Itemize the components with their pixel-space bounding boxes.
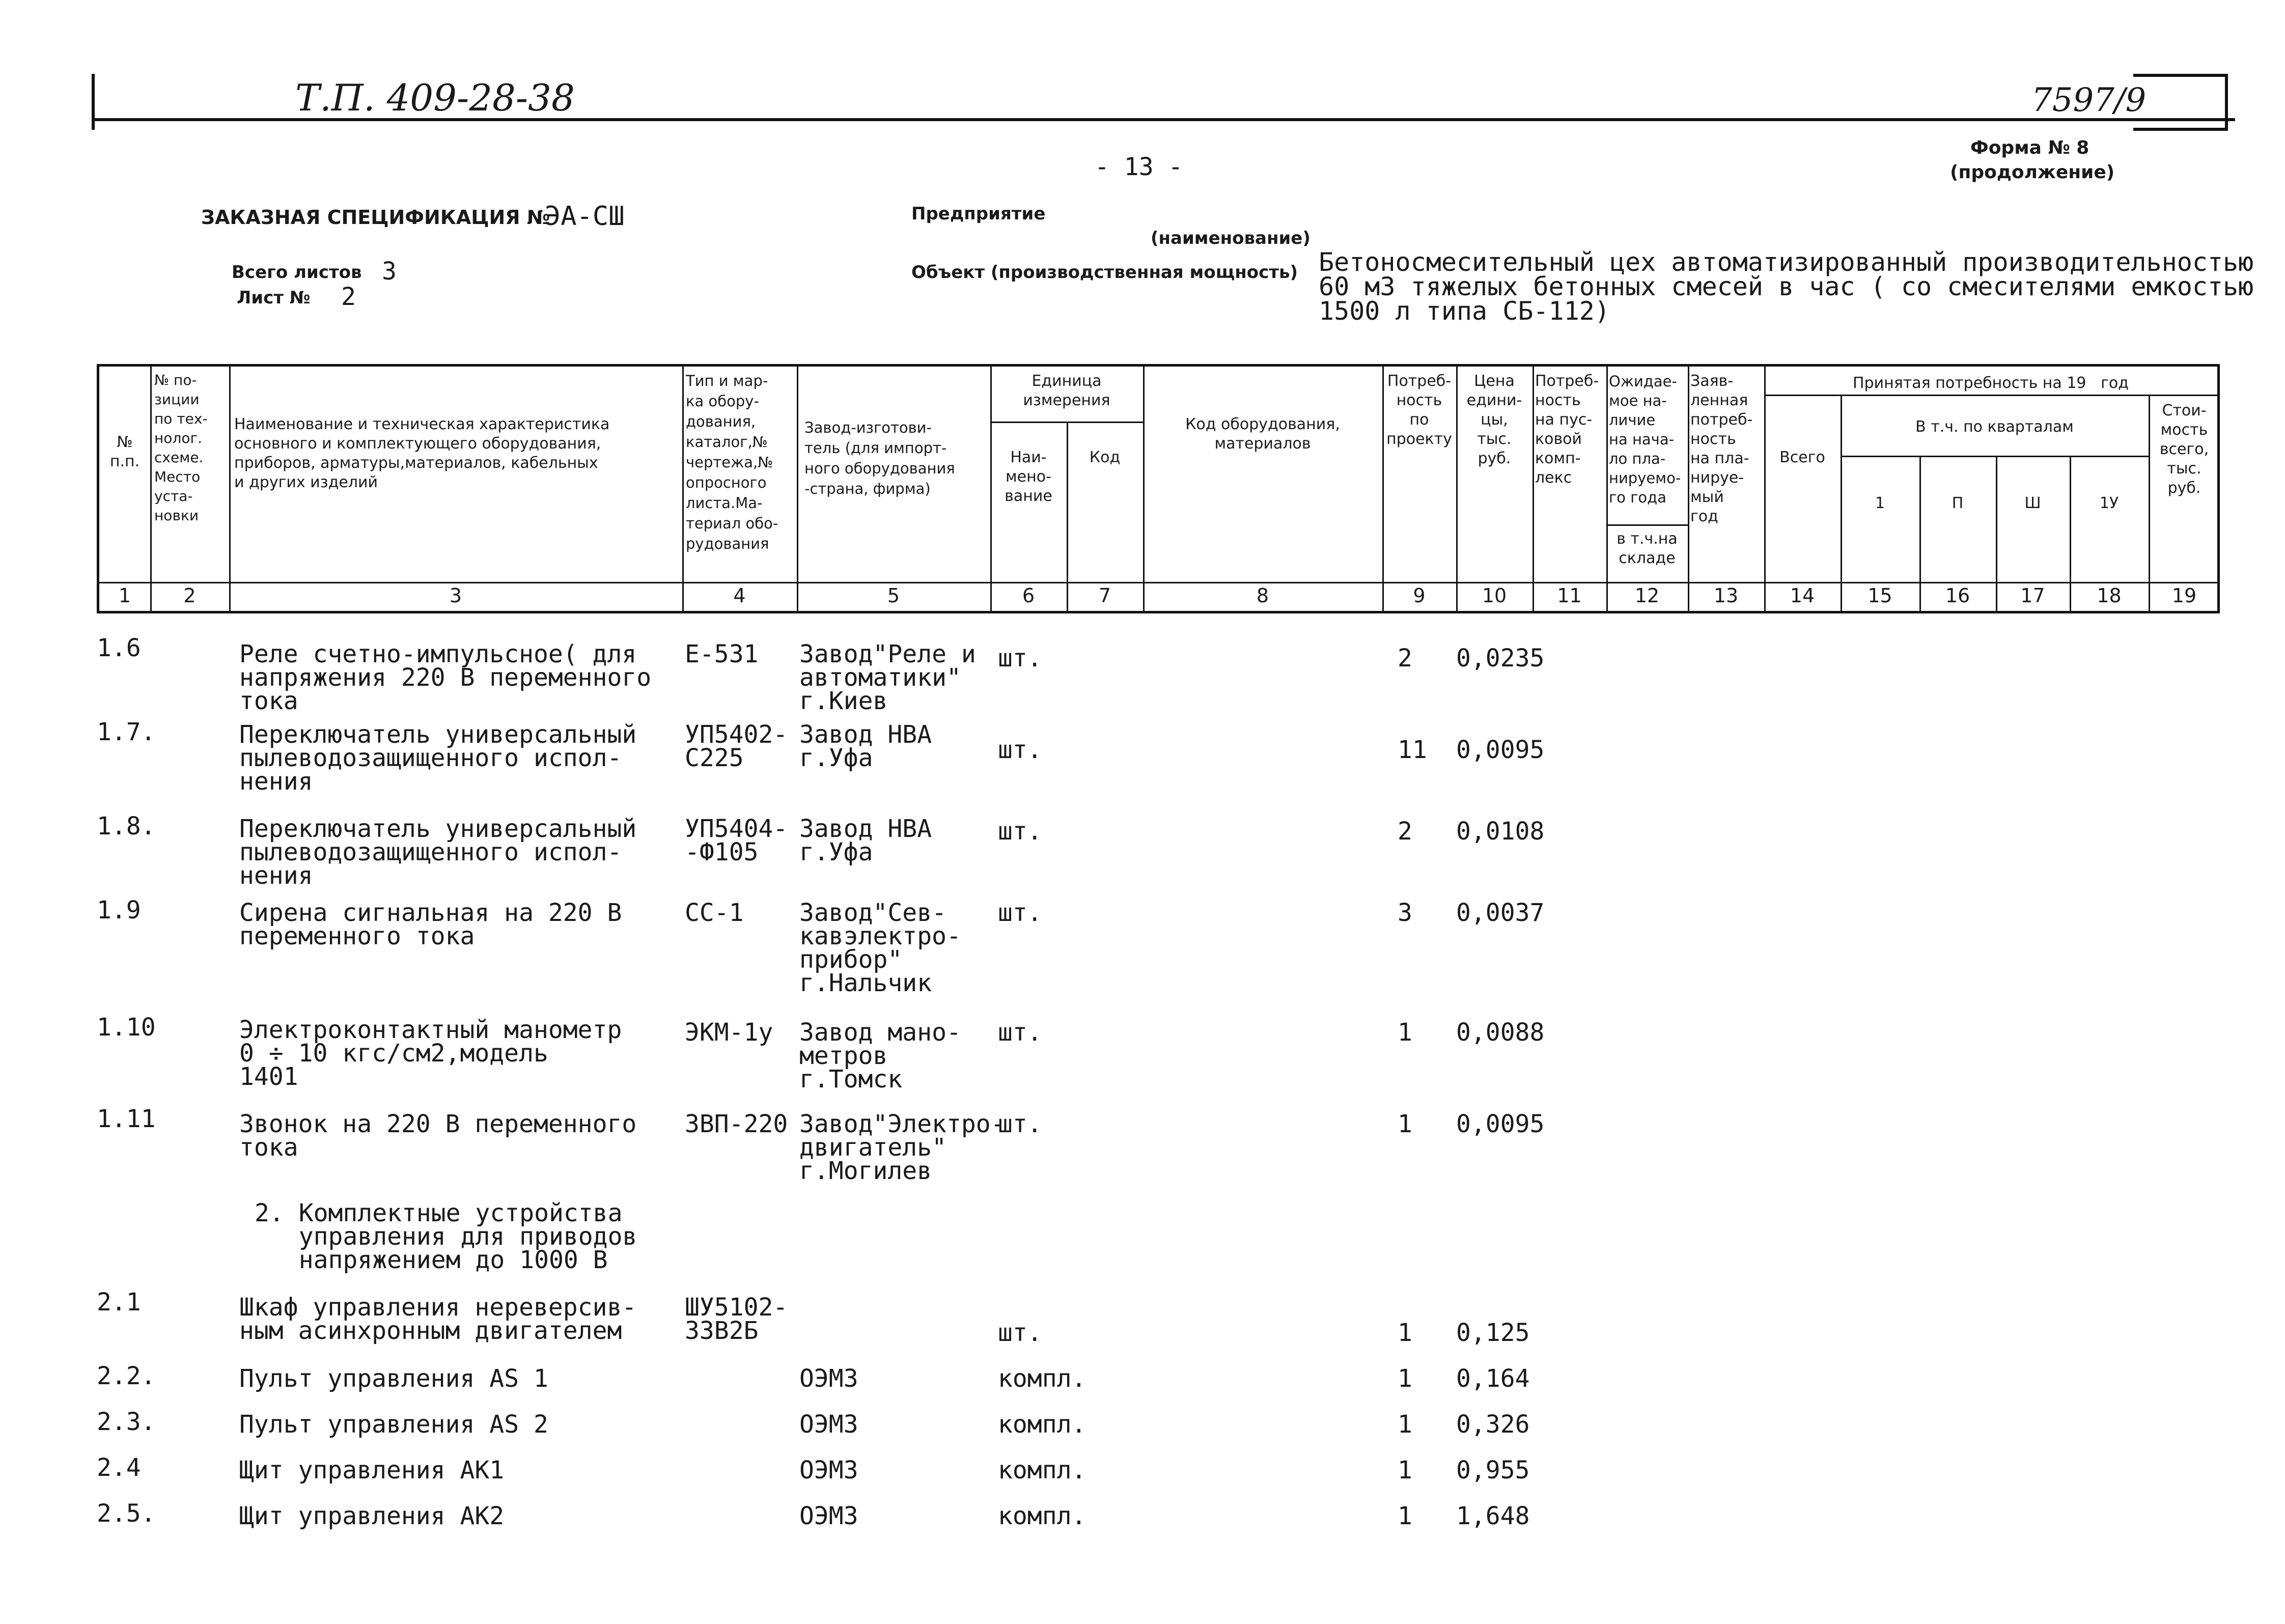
tp-number: Т.П. 409-28-38 [295,76,575,119]
row-num: 2.3. [97,1408,156,1436]
th-c4: Тип и мар- ка обору- дования, каталог,№ чертежа,№ опросного листа.Ма- териал обо- рудования [686,372,778,552]
object-text-3: 1500 л типа СБ-112) [1319,296,1610,326]
row-num: 1.9 [97,896,141,925]
row-price: 0,164 [1456,1364,1530,1393]
col-number: 3 [449,584,462,607]
row-price: 0,0095 [1456,1110,1545,1138]
col-number: 8 [1256,584,1269,607]
row-num: 1.8. [97,812,156,841]
th-c1: № п.п. [109,433,140,470]
row-maker: Завод"Сев- кавэлектро- прибор" г.Нальчик [799,899,961,997]
row-num: 1.10 [97,1013,156,1042]
col-number: 17 [2020,584,2045,607]
th-c18: 1У [2099,494,2119,512]
th-c13: Заяв- ленная потреб- ность на пла- нируе- мый год [1690,372,1753,525]
spec-label: ЗАКАЗНАЯ СПЕЦИФИКАЦИЯ № [201,206,550,229]
th-c6: Наи- мено- вание [1005,449,1052,505]
row-maker: ОЭМЗ [799,1364,858,1393]
row-name: Пульт управления AS 1 [239,1364,548,1393]
sheets-total: 3 [382,257,397,286]
row-name: Щит управления АК1 [239,1456,505,1485]
col-number: 4 [733,584,746,607]
col-number: 2 [183,584,196,607]
col-number: 12 [1634,584,1660,607]
col-number: 18 [2097,584,2122,607]
row-price: 0,0095 [1456,736,1545,764]
object-text-1: Бетоносмесительный цех автоматизированный производительностью [1319,247,2254,277]
row-maker: Завод мано- метров г.Томск [799,1018,961,1094]
object-text-2: 60 м3 тяжелых бетонных смесей в час ( со смесителями емкостью [1319,272,2254,301]
row-qty: 2 [1398,644,1412,673]
th-c19: Стои- мость всего, тыс. руб. [2159,402,2209,497]
sheet-label: Лист № [237,288,311,308]
page-number: - 13 - [1095,153,1183,181]
row-qty: 1 [1398,1110,1412,1138]
row-num: 1.7. [97,718,156,746]
row-unit: шт. [998,644,1042,673]
row-type: УП5404- -Ф105 [685,815,788,866]
row-type: Е-531 [685,640,759,668]
th-c9: Потреб- ность по проекту [1386,372,1452,448]
spec-table-header [97,364,2220,613]
th-unit-group: Единица измерения [1023,372,1110,409]
col-divider [150,367,152,611]
col-number: 10 [1482,584,1507,607]
row-qty: 1 [1398,1410,1412,1439]
th-c5: Завод-изготови- тель (для импорт- ного оборудования -страна, фирма) [804,419,955,497]
row-type: СС-1 [685,899,744,927]
th-quarters: В т.ч. по кварталам [1915,418,2074,436]
row-price: 0,0088 [1456,1018,1545,1047]
spec-number: ЭА-СШ [545,201,625,232]
row-type: УП5402- С225 [685,720,788,772]
row-num: 2.4 [97,1453,141,1482]
row-price: 1,648 [1456,1502,1530,1530]
form-sub: (продолжение) [1950,162,2115,183]
col-number: 15 [1868,584,1892,607]
row-unit: шт. [998,1319,1042,1347]
row-divider [1764,395,2217,396]
row-price: 0,0037 [1456,899,1545,927]
col-number: 11 [1557,584,1582,607]
col-divider [682,367,684,611]
row-maker: Завод НВА г.Уфа [799,720,932,772]
th-c2: № по- зиции по тех- нолог. схеме. Место уста- новки [154,372,208,524]
name-label: (наименование) [1151,228,1311,248]
col-number: 14 [1790,584,1815,607]
form-label: Форма № 8 [1970,137,2089,158]
col-number: 7 [1098,584,1111,607]
row-name: Звонок на 220 В переменного тока [239,1110,637,1162]
doc-number: 7597/9 [2031,81,2147,119]
row-price: 0,326 [1456,1410,1530,1439]
th-c14: Всего [1779,449,1825,466]
enterprise-label: Предприятие [911,204,1046,224]
row-qty: 1 [1398,1456,1412,1485]
col-divider [229,367,231,611]
col-number: 19 [2171,584,2197,607]
row-unit: компл. [998,1410,1086,1439]
row-name: Пульт управления AS 2 [239,1410,548,1439]
th-c16: П [1952,494,1964,512]
th-c12: Ожидае- мое на- личие на нача- ло пла- нируемо- го года [1609,373,1681,506]
col-divider [1143,367,1145,611]
row-qty: 1 [1398,1319,1412,1347]
row-qty: 1 [1398,1364,1412,1393]
row-maker: Завод"Реле и автоматики" г.Киев [799,640,976,715]
row-divider [99,582,2220,583]
row-price: 0,0108 [1456,817,1545,846]
frame-right-box [2133,74,2228,131]
object-label: Объект (производственная мощность) [911,262,1298,283]
col-number: 5 [887,584,900,607]
row-name: Сирена сигнальная на 220 В переменного тока [239,899,622,950]
row-name: Щит управления АК2 [239,1502,505,1530]
row-price: 0,0235 [1456,644,1545,673]
row-divider [1841,456,2149,457]
th-c3: Наименование и техническая характеристика основного и комплектующего оборудования, приборов, арматуры,материалов, кабельных и других изделий [234,415,610,491]
row-type: ШУ5102- 33В2Б [685,1293,788,1345]
th-c17: Ш [2024,494,2041,512]
row-qty: 1 [1398,1018,1412,1047]
col-number: 1 [118,584,131,607]
frame-left-line [92,74,95,130]
row-unit: шт. [998,736,1042,764]
row-name: Переключатель универсальный пылеводозащищенного испол- нения [239,815,637,890]
row-divider [990,422,1143,423]
row-maker: ОЭМЗ [799,1410,858,1439]
row-num: 2.2. [97,1362,156,1390]
row-unit: шт. [998,1018,1042,1047]
sheet-number: 2 [341,283,356,311]
th-c15: 1 [1875,494,1885,512]
col-number: 6 [1022,584,1035,607]
row-price: 0,955 [1456,1456,1530,1485]
row-price: 0,125 [1456,1319,1530,1347]
row-unit: компл. [998,1456,1086,1485]
row-unit: шт. [998,817,1042,846]
th-c12b: в т.ч.на складе [1617,530,1678,567]
row-qty: 1 [1398,1502,1412,1530]
row-unit: шт. [998,899,1042,927]
row-maker: Завод НВА г.Уфа [799,815,932,866]
th-accepted: Принятая потребность на 19 год [1853,374,2129,392]
row-unit: шт. [998,1110,1042,1138]
col-divider [1764,367,1766,611]
section-heading-text: 2. Комплектные устройства управления для приводов напряжением до 1000 В [255,1199,637,1274]
row-unit: компл. [998,1502,1086,1530]
col-number: 13 [1713,584,1739,607]
col-divider [1606,367,1608,611]
row-maker: ОЭМЗ [799,1456,858,1485]
sheets-total-label: Всего листов [232,262,362,283]
row-num: 1.11 [97,1105,156,1133]
row-num: 2.1 [97,1288,141,1317]
row-qty: 3 [1398,899,1412,927]
row-type: ЗВП-220 [685,1110,788,1138]
row-name: Реле счетно-импульсное( для напряжения 220 В переменного тока [239,640,652,715]
th-c8: Код оборудования, материалов [1185,415,1340,453]
row-qty: 2 [1398,817,1412,846]
th-c10: Цена едини- цы, тыс. руб. [1466,372,1522,467]
th-c7: Код [1089,449,1121,466]
col-number: 9 [1413,584,1426,607]
row-divider [1606,524,1688,526]
th-c11: Потреб- ность на пус- ковой комп- лекс [1535,372,1599,487]
row-num: 2.5. [97,1499,156,1528]
row-num: 1.6 [97,634,141,662]
row-type: ЭКМ-1у [685,1018,773,1047]
row-unit: компл. [998,1364,1086,1393]
row-maker: Завод"Электро- двигатель" г.Могилев [799,1110,1006,1185]
col-divider [797,367,798,611]
row-name: Переключатель универсальный пылеводозащищенного испол- нения [239,720,637,796]
col-divider [1532,367,1534,611]
col-number: 16 [1945,584,1970,607]
row-maker: ОЭМЗ [799,1502,858,1530]
row-name: Шкаф управления нереверсив- ным асинхронным двигателем [239,1293,637,1345]
row-name: Электроконтактный манометр 0 ÷ 10 кгс/см2,модель 1401 [239,1016,622,1091]
col-divider [1688,367,1689,611]
row-qty: 11 [1398,736,1427,764]
